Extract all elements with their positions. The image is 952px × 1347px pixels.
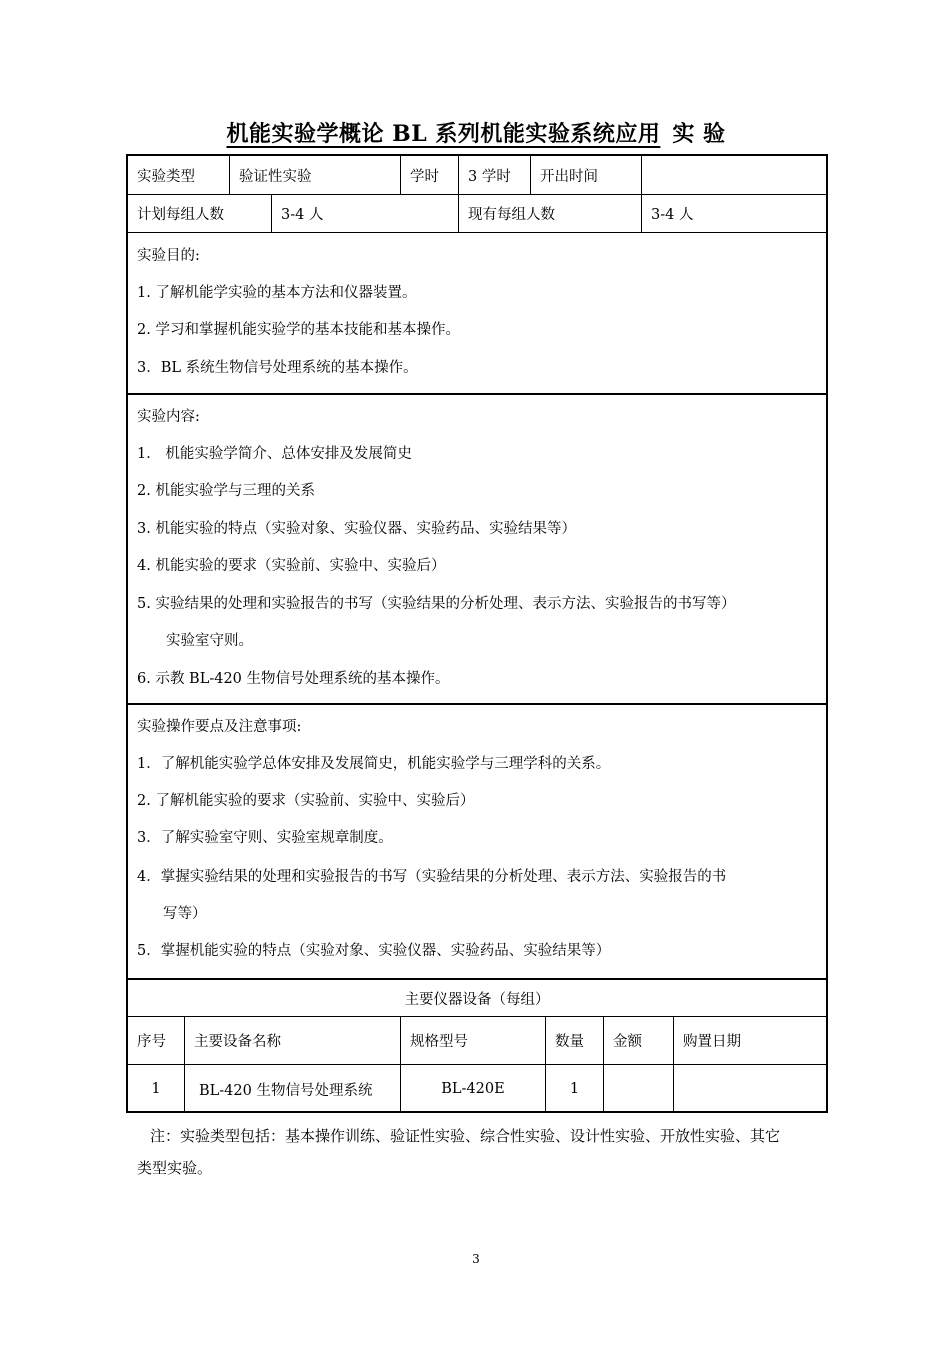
open-time-label: 开出时间 bbox=[540, 168, 598, 185]
notes-heading: 实验操作要点及注意事项: bbox=[137, 719, 302, 735]
purpose-heading: 实验目的: bbox=[137, 248, 200, 264]
type-label: 实验类型 bbox=[137, 168, 195, 185]
content-item-4: 4. 机能实验的要求（实验前、实验中、实验后） bbox=[137, 558, 446, 574]
equip-header-amount: 金额 bbox=[613, 1034, 642, 1050]
equip-row-no: 1 bbox=[151, 1081, 161, 1097]
page-title bbox=[0, 117, 952, 148]
equip-header-model: 规格型号 bbox=[410, 1034, 468, 1050]
equip-header-no: 序号 bbox=[137, 1034, 166, 1050]
open-time-value bbox=[642, 156, 826, 194]
equip-header-qty: 数量 bbox=[555, 1034, 584, 1050]
notes-item-1: 1．了解机能实验学总体安排及发展简史，机能实验学与三理学科的关系。 bbox=[137, 756, 611, 772]
plan-value: 3-4 人 bbox=[281, 207, 324, 223]
notes-item-4-cont: 写等） bbox=[163, 906, 207, 922]
equipment-heading: 主要仪器设备（每组） bbox=[404, 991, 550, 1008]
notes-item-4: 4．掌握实验结果的处理和实验报告的书写（实验结果的分析处理、表示方法、实验报告的书 bbox=[137, 869, 727, 885]
type-value: 验证性实验 bbox=[239, 168, 312, 185]
content-item-6: 6. 示教 BL-420 生物信号处理系统的基本操作。 bbox=[137, 671, 450, 687]
equip-header-date: 购置日期 bbox=[683, 1034, 741, 1050]
purpose-item-1: 1. 了解机能学实验的基本方法和仪器装置。 bbox=[137, 285, 417, 301]
footnote-line-2: 类型实验。 bbox=[137, 1159, 213, 1177]
footnote-line-1: 注：实验类型包括：基本操作训练、验证性实验、综合性实验、设计性实验、开放性实验、其它 bbox=[150, 1127, 781, 1145]
hours-label: 学时 bbox=[410, 168, 439, 185]
equip-row-model: BL-420E bbox=[441, 1081, 505, 1097]
notes-item-3: 3．了解实验室守则、实验室规章制度。 bbox=[137, 830, 393, 846]
equip-row-amount bbox=[604, 1065, 673, 1113]
equip-row-name: BL-420 生物信号处理系统 bbox=[199, 1082, 373, 1099]
equip-row-date bbox=[674, 1065, 826, 1113]
content-item-5: 5. 实验结果的处理和实验报告的书写（实验结果的分析处理、表示方法、实验报告的书写等） bbox=[137, 596, 736, 612]
content-heading: 实验内容: bbox=[137, 409, 200, 425]
title-main: 机能实验学概论 BL 系列机能实验系统应用 bbox=[226, 121, 661, 147]
content-item-2: 2. 机能实验学与三理的关系 bbox=[137, 483, 315, 499]
title-suffix: 实 验 bbox=[672, 121, 726, 147]
current-value: 3-4 人 bbox=[651, 207, 694, 223]
content-item-1: 1． 机能实验学简介、总体安排及发展简史 bbox=[137, 446, 412, 462]
purpose-item-2: 2. 学习和掌握机能实验学的基本技能和基本操作。 bbox=[137, 322, 460, 338]
plan-label: 计划每组人数 bbox=[137, 207, 224, 223]
notes-item-2: 2. 了解机能实验的要求（实验前、实验中、实验后） bbox=[137, 793, 475, 809]
hours-value: 3 学时 bbox=[468, 168, 511, 185]
page-number: 3 bbox=[472, 1252, 480, 1266]
notes-item-5: 5．掌握机能实验的特点（实验对象、实验仪器、实验药品、实验结果等） bbox=[137, 943, 611, 959]
purpose-item-3: 3．BL 系统生物信号处理系统的基本操作。 bbox=[137, 360, 418, 376]
current-label: 现有每组人数 bbox=[468, 207, 555, 223]
content-item-3: 3. 机能实验的特点（实验对象、实验仪器、实验药品、实验结果等） bbox=[137, 521, 576, 537]
content-item-5-cont: 实验室守则。 bbox=[166, 633, 253, 649]
equip-row-qty: 1 bbox=[569, 1081, 580, 1097]
equip-header-name: 主要设备名称 bbox=[194, 1034, 281, 1050]
experiment-table bbox=[126, 154, 828, 1113]
